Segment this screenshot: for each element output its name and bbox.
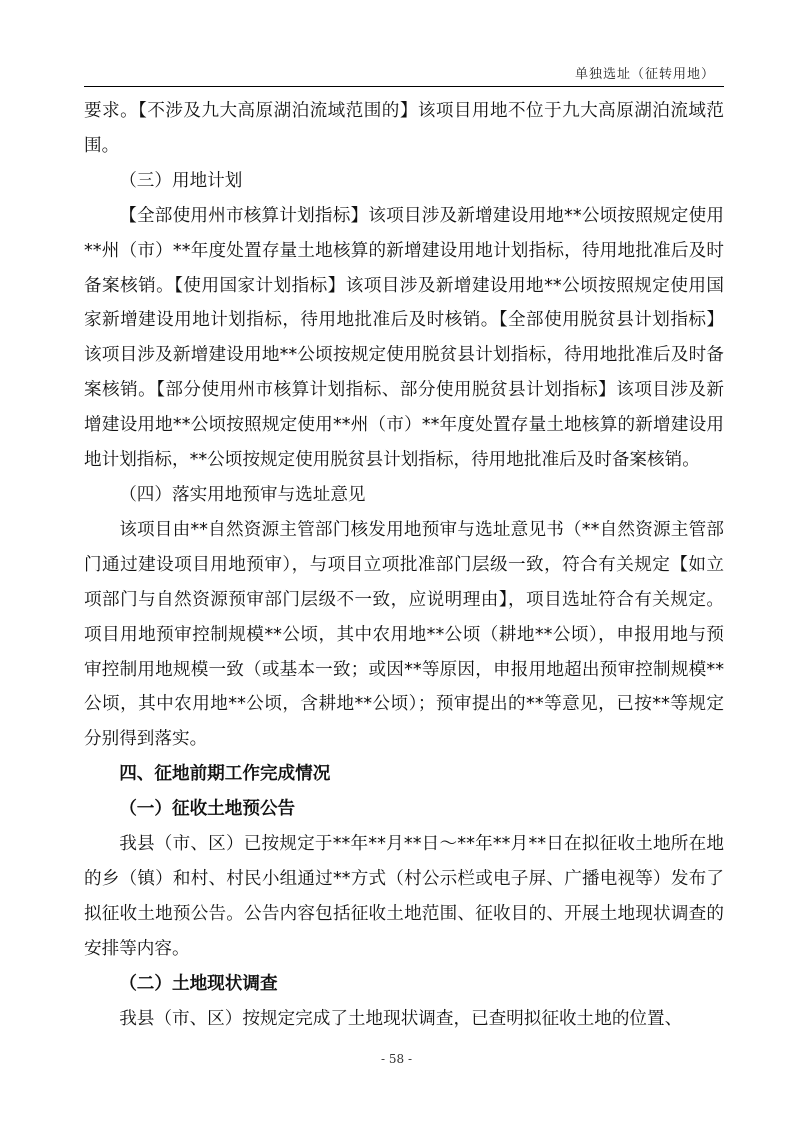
section-heading-4: 四、征地前期工作完成情况 [119,764,331,785]
paragraph-continuation: 要求。【不涉及九大高原湖泊流域范围的】该项目用地不位于九大高原湖泊流域范围。 [84,101,724,156]
subheading-land-survey: （二）土地现状调查 [119,973,278,994]
paragraph-preannouncement: 我县（市、区）已按规定于**年**月**日～**年**月**日在拟征收土地所在地的乡（镇）和村、村民小组通过**方式（村公示栏或电子屏、广播电视等）发布了拟征收土地预公告。公告内容包括征收土地范围、征收目的、开展土地现状调查的安排等内容。 [84,834,724,959]
document-body [84,94,724,1036]
paragraph-land-survey: 我县（市、区）按规定完成了土地现状调查，已查明拟征收土地的位置、 [119,1008,683,1029]
running-header: 单独选址（征转用地） [574,67,715,82]
subheading-land-plan: （三）用地计划 [119,170,243,191]
header-divider [84,86,724,87]
subheading-preexamination: （四）落实用地预审与选址意见 [119,484,366,505]
paragraph-preexamination: 该项目由**自然资源主管部门核发用地预审与选址意见书（**自然资源主管部门通过建设项目用地预审），与项目立项批准部门层级一致，符合有关规定【如立项部门与自然资源预审部门层级不一致，应说明理由】，项目选址符合有关规定。项目用地预审控制规模**公顷，其中农用地**公顷（耕地**公顷），申报用地与预审控制用地规模一致（或基本一致；或因**等原因，申报用地超出预审控制规模**公顷，其中农用地**公顷，含耕地**公顷）；预审提出的**等意见，已按**等规定分别得到落实。 [84,519,724,750]
page-number: - 58 - [380,1052,412,1066]
subheading-preannouncement: （一）征收土地预公告 [119,799,296,820]
paragraph-land-plan: 【全部使用州市核算计划指标】该项目涉及新增建设用地**公顷按照规定使用**州（市）**年度处置存量土地核算的新增建设用地计划指标，待用地批准后及时备案核销。【使用国家计划指标】该项目涉及新增建设用地**公顷按照规定使用国家新增建设用地计划指标，待用地批准后及时核销。【全部使用脱贫县计划指标】该项目涉及新增建设用地**公顷按规定使用脱贫县计划指标，待用地批准后及时备案核销。【部分使用州市核算计划指标、部分使用脱贫县计划指标】该项目涉及新增建设用地**公顷按照规定使用**州（市）**年度处置存量土地核算的新增建设用地计划指标，**公顷按规定使用脱贫县计划指标，待用地批准后及时备案核销。 [84,205,724,471]
